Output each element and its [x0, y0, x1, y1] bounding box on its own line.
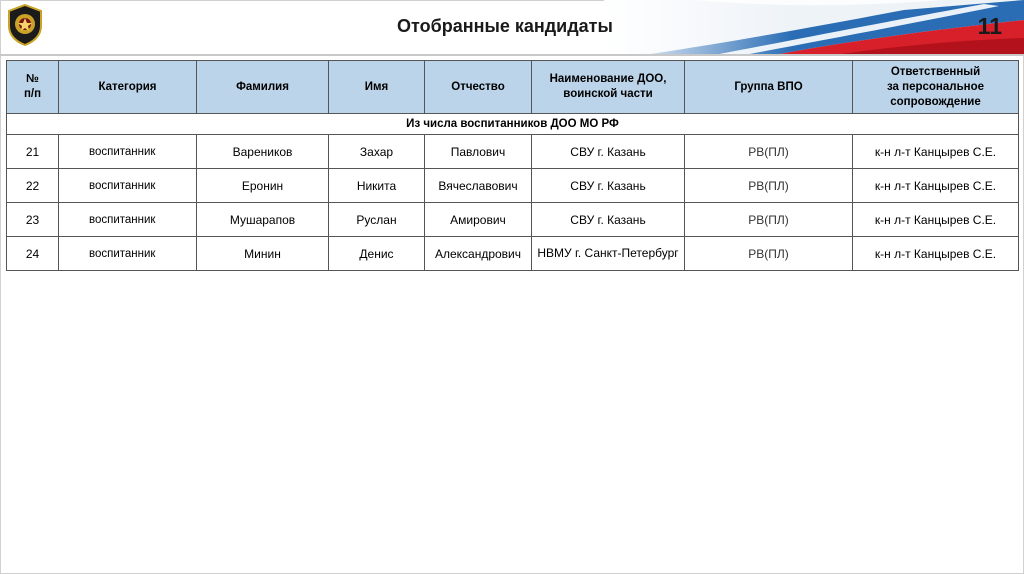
- cell-category: воспитанник: [59, 169, 197, 203]
- cell-responsible: к-н л-т Канцырев С.Е.: [853, 169, 1019, 203]
- cell-patronymic: Вячеславович: [425, 169, 532, 203]
- col-header-responsible: Ответственный за персональное сопровождение: [853, 61, 1019, 114]
- cell-responsible: к-н л-т Канцырев С.Е.: [853, 203, 1019, 237]
- col-header-organization: Наименование ДОО, воинской части: [532, 61, 685, 114]
- cell-group: РВ(ПЛ): [685, 135, 853, 169]
- cell-responsible: к-н л-т Канцырев С.Е.: [853, 135, 1019, 169]
- candidates-table: [6, 60, 1019, 271]
- col-header-group: Группа ВПО: [685, 61, 853, 114]
- cell-group: РВ(ПЛ): [685, 203, 853, 237]
- cell-name: Руслан: [329, 203, 425, 237]
- group-row: [7, 114, 1019, 135]
- header-divider: [0, 54, 1024, 56]
- cell-category: воспитанник: [59, 203, 197, 237]
- cell-organization: СВУ г. Казань: [532, 169, 685, 203]
- cell-patronymic: Александрович: [425, 237, 532, 271]
- col-header-name: Имя: [329, 61, 425, 114]
- cell-name: Никита: [329, 169, 425, 203]
- page-title: Отобранные кандидаты: [397, 16, 613, 36]
- cell-organization: НВМУ г. Санкт-Петербург: [532, 237, 685, 271]
- col-header-num: № п/п: [7, 61, 59, 114]
- cell-group: РВ(ПЛ): [685, 237, 853, 271]
- group-title: Из числа воспитанников ДОО МО РФ: [7, 114, 1019, 135]
- cell-surname: Минин: [197, 237, 329, 271]
- slide-header: [0, 0, 1024, 55]
- cell-patronymic: Павлович: [425, 135, 532, 169]
- flag-ribbon-decoration: [604, 0, 1024, 55]
- table-row: [7, 169, 1019, 203]
- col-header-surname: Фамилия: [197, 61, 329, 114]
- cell-num: 21: [7, 135, 59, 169]
- table-row: [7, 135, 1019, 169]
- page-number: 11: [977, 13, 1002, 39]
- cell-name: Денис: [329, 237, 425, 271]
- cell-num: 24: [7, 237, 59, 271]
- cell-name: Захар: [329, 135, 425, 169]
- emblem-logo: [6, 4, 44, 46]
- table-row: [7, 203, 1019, 237]
- cell-num: 23: [7, 203, 59, 237]
- cell-num: 22: [7, 169, 59, 203]
- cell-surname: Мушарапов: [197, 203, 329, 237]
- col-header-category: Категория: [59, 61, 197, 114]
- cell-surname: Еронин: [197, 169, 329, 203]
- cell-patronymic: Амирович: [425, 203, 532, 237]
- cell-surname: Вареников: [197, 135, 329, 169]
- cell-organization: СВУ г. Казань: [532, 203, 685, 237]
- cell-responsible: к-н л-т Канцырев С.Е.: [853, 237, 1019, 271]
- cell-group: РВ(ПЛ): [685, 169, 853, 203]
- cell-category: воспитанник: [59, 237, 197, 271]
- table-row: [7, 237, 1019, 271]
- table-header-row: [7, 61, 1019, 114]
- cell-category: воспитанник: [59, 135, 197, 169]
- col-header-patronymic: Отчество: [425, 61, 532, 114]
- cell-organization: СВУ г. Казань: [532, 135, 685, 169]
